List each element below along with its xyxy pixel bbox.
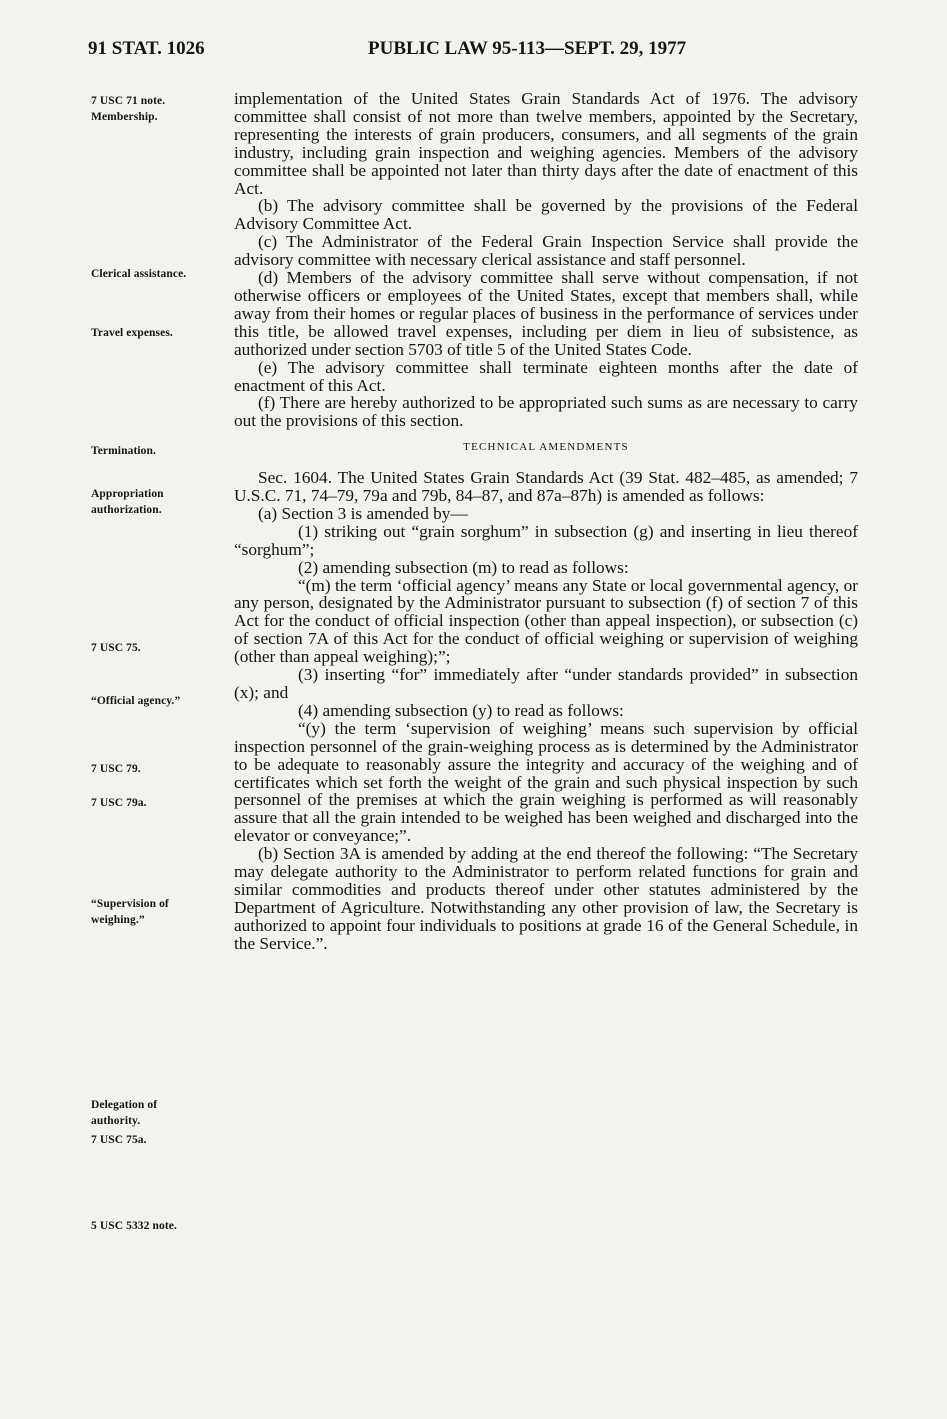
margin-note-usc71: 7 USC 71 note. bbox=[91, 95, 166, 107]
margin-note-appropriation: Appropriation authorization. bbox=[91, 488, 164, 516]
margin-note-usc5332: 5 USC 5332 note. bbox=[91, 1220, 177, 1232]
margin-note-official-agency: “Official agency.” bbox=[91, 695, 181, 707]
margin-note-usc79: 7 USC 79. bbox=[91, 763, 141, 775]
paragraph-f-appropriation: (f) There are hereby authorized to be appropriated such sums as are necessary to carry out the provisions of this section. bbox=[234, 393, 858, 431]
paragraph-c-clerical: (c) The Administrator of the Federal Grain Inspection Service shall provide the advisory committee with necessary clerical assistance and staff personnel. bbox=[234, 232, 858, 270]
paragraph-b-section-3a: (b) Section 3A is amended by adding at the end thereof the following: “The Secretary may delegate authority to the Administrator to perform related functions for grain and similar commodities and products thereof under other statutes administered by the Department of Agriculture. Notwithstanding any other provision of law, the Secretary is authorized to appoint four individuals to positions at grade 16 of the General Schedule, in the Service.”. bbox=[234, 844, 858, 953]
margin-note-supervision: “Supervision of weighing.” bbox=[91, 898, 169, 926]
margin-note-usc75a: 7 USC 75a. bbox=[91, 1134, 147, 1146]
paragraph-1-sorghum: (1) striking out “grain sorghum” in subsection (g) and inserting in lieu thereof “sorghum”; bbox=[234, 521, 858, 559]
paragraph-a-section-3: (a) Section 3 is amended by— bbox=[258, 503, 468, 523]
margin-note-membership: Membership. bbox=[91, 111, 158, 123]
paragraph-3-inserting-for: (3) inserting “for” immediately after “under standards provided” in subsection (x); and bbox=[234, 665, 858, 702]
paragraph-d-travel: (d) Members of the advisory committee shall serve without compensation, if not otherwise officers or employees of the United States, except that members shall, while away from their homes or regular places of business in the performance of services under this title, be allowed travel expenses, including per diem in lieu of subsistence, as authorized under section 5703 of title 5 of the United States Code. bbox=[234, 268, 858, 359]
paragraph-e-termination: (e) The advisory committee shall terminate eighteen months after the date of enactment of this Act. bbox=[234, 357, 858, 395]
paragraph-sec-1604: Sec. 1604. The United States Grain Standards Act (39 Stat. 482–485, as amended; 7 U.S.C. 71, 74–79, 79a and 79b, 84–87, and 87a–87h) is amended as follows: bbox=[234, 468, 858, 506]
margin-note-usc75: 7 USC 75. bbox=[91, 642, 141, 654]
paragraph-supervision-definition: “(y) the term ‘supervision of weighing’ means such supervision by official inspection personnel of the grain-weighing process as is determined by the Administrator to be adequate to reasonably assure the integrity and accuracy of the weighing and of certificates which set forth the weight of the grain and such physical inspection by such personnel of the premises at which the grain weighing is performed as will reasonably assure that all the grain intended to be weighed has been weighed and discharged into the elevator or conveyance;”. bbox=[234, 718, 858, 846]
paragraph-membership: implementation of the United States Grain Standards Act of 1976. The advisory committee shall consist of not more than twelve members, appointed by the Secretary, representing the interests of grain producers, consumers, and all segments of the grain industry, including grain inspection and weighing agencies. Members of the advisory committee shall be appointed not later than thirty days after the date of enactment of this Act. bbox=[234, 89, 858, 198]
margin-note-termination: Termination. bbox=[91, 445, 156, 457]
margin-note-travel: Travel expenses. bbox=[91, 327, 173, 339]
paragraph-2-subsection-m: (2) amending subsection (m) to read as follows: bbox=[298, 557, 629, 577]
body-text bbox=[234, 90, 858, 953]
margin-note-delegation: Delegation of authority. bbox=[91, 1099, 158, 1127]
paragraph-official-agency-definition: “(m) the term ‘official agency’ means any State or local governmental agency, or any person, designated by the Administrator pursuant to subsection (f) of section 7 of this Act for the conduct of official inspection (other than appeal inspection), or subsection (c) of section 7A of this Act for the conduct of official weighing or supervision of weighing (other than appeal weighing);”; bbox=[234, 575, 858, 667]
section-heading: TECHNICAL AMENDMENTS bbox=[463, 441, 629, 454]
margin-note-clerical: Clerical assistance. bbox=[91, 268, 187, 280]
public-law-title: PUBLIC LAW 95-113—SEPT. 29, 1977 bbox=[368, 38, 687, 59]
statute-page-number: 91 STAT. 1026 bbox=[88, 38, 205, 59]
paragraph-4-subsection-y: (4) amending subsection (y) to read as follows: bbox=[298, 700, 624, 720]
paragraph-b-governance: (b) The advisory committee shall be governed by the provisions of the Federal Advisory Committee Act. bbox=[234, 196, 858, 234]
margin-note-usc79a: 7 USC 79a. bbox=[91, 797, 147, 809]
